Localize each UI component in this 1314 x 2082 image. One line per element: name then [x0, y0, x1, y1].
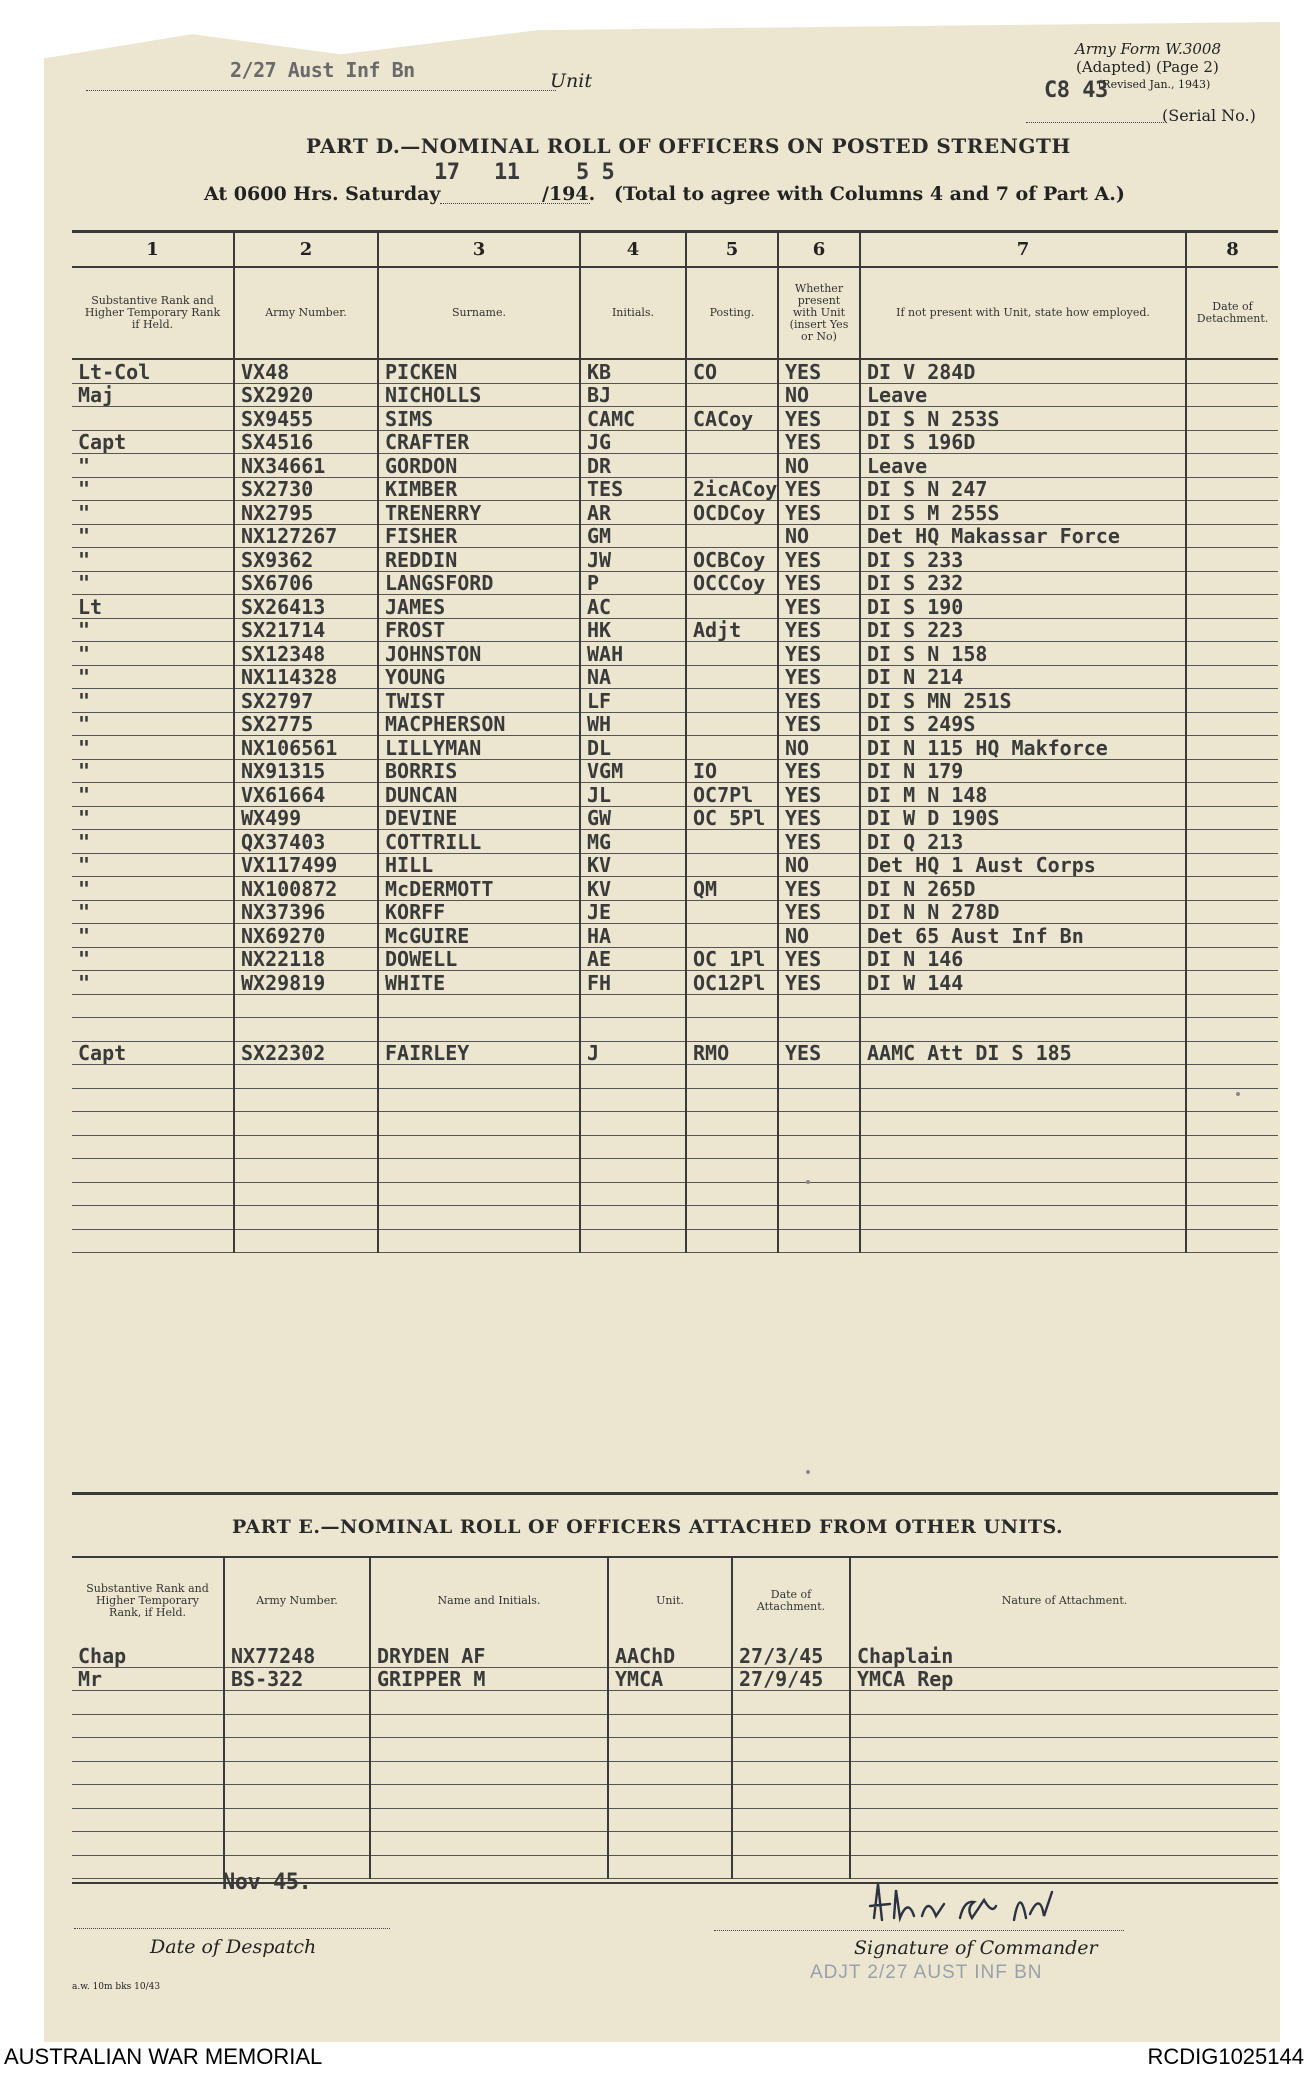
unit-dotted-line	[86, 90, 556, 91]
table-cell: "	[78, 618, 91, 642]
time-prefix: At 0600 Hrs. Saturday	[204, 183, 441, 205]
table-cell: COTTRILL	[385, 829, 482, 854]
table-row	[72, 994, 1278, 1018]
table-cell: DI V 284D	[867, 359, 976, 384]
table-cell: "	[78, 500, 91, 525]
table-cell: DI S 223	[867, 618, 964, 642]
table-cell: GRIPPER M	[377, 1667, 486, 1691]
table-cell: OC 1Pl	[693, 947, 766, 971]
table-cell: NX22118	[241, 947, 326, 971]
table-cell: Maj	[78, 383, 115, 407]
column-number: 6	[778, 232, 860, 267]
table-row	[72, 1832, 1278, 1856]
table-cell: WAH	[587, 641, 624, 666]
table-cell: SX9455	[241, 406, 314, 431]
table-cell: DRYDEN AF	[377, 1643, 486, 1668]
column-header: Posting.	[709, 306, 755, 319]
table-row	[72, 1065, 1278, 1089]
table-cell: "	[78, 735, 91, 760]
table-cell: OCDCoy	[693, 500, 766, 525]
table-row	[72, 1667, 1278, 1691]
table-cell: VX61664	[241, 782, 326, 807]
table-cell: KV	[587, 853, 612, 877]
table-cell: OC12Pl	[693, 970, 766, 995]
table-cell: YES	[785, 641, 822, 666]
table-cell: DL	[587, 735, 612, 760]
table-cell: JOHNSTON	[385, 641, 482, 666]
table-cell: DI W D 190S	[867, 806, 1000, 830]
table-cell: SX2730	[241, 477, 314, 501]
table-cell: Capt	[78, 430, 127, 454]
table-cell: YES	[785, 947, 822, 971]
table-cell: DI W 144	[867, 970, 964, 995]
table-cell: NX34661	[241, 453, 326, 478]
table-cell: AC	[587, 594, 612, 619]
table-cell: DR	[587, 453, 612, 478]
table-cell: HILL	[385, 853, 434, 877]
table-cell: VX48	[241, 359, 290, 384]
table-cell: "	[78, 923, 91, 948]
table-cell: YES	[785, 782, 822, 807]
table-cell: SX6706	[241, 571, 314, 595]
serial-dotted-line	[1026, 122, 1164, 123]
table-cell: FROST	[385, 618, 446, 642]
table-cell: BS-322	[231, 1667, 304, 1691]
table-row	[72, 759, 1278, 783]
table-cell: YES	[785, 477, 822, 501]
column-number: 5	[686, 232, 778, 267]
table-cell: 2icACoy	[693, 477, 778, 501]
table-cell: DI S 190	[867, 594, 964, 619]
table-cell: YES	[785, 1041, 822, 1065]
signature-label: Signature of Commander	[854, 1937, 1098, 1959]
table-cell: "	[78, 853, 91, 877]
date-month: 11	[494, 160, 520, 185]
table-row	[72, 1808, 1278, 1832]
table-cell: DOWELL	[385, 947, 458, 971]
unit-stamp: ADJT 2/27 AUST INF BN	[810, 1962, 1043, 1983]
table-cell: MACPHERSON	[385, 712, 506, 736]
table-cell: "	[78, 806, 91, 830]
table-cell: CACoy	[693, 406, 754, 431]
table-cell: CO	[693, 359, 718, 384]
table-cell: YES	[785, 829, 822, 854]
table-cell: YES	[785, 806, 822, 830]
table-cell: DI N 146	[867, 947, 964, 971]
table-cell: "	[78, 947, 91, 971]
table-cell: IO	[693, 759, 718, 783]
column-header: Name and Initials.	[437, 1594, 541, 1607]
table-row	[72, 407, 1278, 431]
table-cell: DI S MN 251S	[867, 688, 1012, 713]
table-cell: FH	[587, 970, 612, 995]
table-cell: KB	[587, 359, 612, 384]
table-cell: Chap	[78, 1643, 127, 1668]
table-cell: DI N 265D	[867, 876, 976, 901]
table-cell: SX21714	[241, 618, 326, 642]
table-cell: DI S 233	[867, 547, 964, 572]
table-cell: CRAFTER	[385, 430, 470, 454]
table-cell: YES	[785, 759, 822, 783]
table-cell: BORRIS	[385, 759, 458, 783]
table-cell: YES	[785, 876, 822, 901]
table-cell: FAIRLEY	[385, 1041, 470, 1065]
commander-signature	[864, 1878, 1084, 1938]
table-row	[72, 1761, 1278, 1785]
table-cell: NX2795	[241, 500, 314, 525]
table-cell: YES	[785, 430, 822, 454]
table-cell: NX100872	[241, 876, 338, 901]
table-cell: YES	[785, 359, 822, 384]
part-d-table	[72, 232, 1278, 1253]
table-cell: FISHER	[385, 524, 458, 548]
table-cell: KIMBER	[385, 477, 458, 501]
column-number: 3	[378, 232, 580, 267]
table-cell: AAMC Att DI S 185	[867, 1041, 1072, 1065]
table-row	[72, 1229, 1278, 1253]
unit-label: Unit	[550, 70, 592, 92]
table-cell: YES	[785, 712, 822, 736]
table-cell: DUNCAN	[385, 782, 458, 807]
form-adapted: (Adapted) (Page 2)	[1076, 58, 1219, 76]
table-cell: YES	[785, 970, 822, 995]
table-cell: NA	[587, 665, 612, 689]
table-row	[72, 1714, 1278, 1738]
table-cell: MG	[587, 829, 612, 854]
punch-mark	[806, 1180, 810, 1184]
table-cell: DI S N 247	[867, 477, 988, 501]
footer-right: RCDIG1025144	[1147, 2044, 1304, 2069]
table-cell: Leave	[867, 453, 928, 478]
table-cell: SX2920	[241, 383, 314, 407]
year-prefix: /194.	[542, 183, 596, 205]
table-row	[72, 477, 1278, 501]
column-number-row	[72, 232, 1278, 267]
table-row	[72, 1112, 1278, 1136]
table-cell: NO	[785, 383, 810, 407]
table-cell: DI S N 253S	[867, 406, 1000, 431]
punch-mark	[806, 1470, 810, 1474]
column-number: 1	[72, 232, 234, 267]
table-row	[72, 853, 1278, 877]
table-row	[72, 712, 1278, 736]
table-cell: NX127267	[241, 524, 338, 548]
table-cell: LANGSFORD	[385, 571, 494, 595]
table-cell: Lt	[78, 594, 103, 619]
table-cell: DI S M 255S	[867, 500, 1000, 525]
table-cell: NO	[785, 524, 810, 548]
column-header: Initials.	[611, 306, 655, 319]
table-row	[72, 501, 1278, 525]
serial-label: (Serial No.)	[1162, 106, 1256, 125]
table-cell: DEVINE	[385, 806, 458, 830]
table-cell: GORDON	[385, 453, 458, 478]
table-cell: DI N N 278D	[867, 900, 1000, 924]
table-cell: NX91315	[241, 759, 326, 783]
table-row	[72, 548, 1278, 572]
table-cell: KV	[587, 876, 612, 901]
table-cell: SIMS	[385, 406, 434, 431]
table-cell: DI Q 213	[867, 829, 964, 854]
table-cell: VX117499	[241, 853, 338, 877]
table-cell: BJ	[587, 383, 612, 407]
table-cell: YES	[785, 571, 822, 595]
table-cell: NX77248	[231, 1643, 316, 1668]
table-cell: "	[78, 876, 91, 901]
column-header-row	[72, 267, 1278, 359]
table-cell: "	[78, 759, 91, 783]
table-cell: Det 65 Aust Inf Bn	[867, 923, 1084, 948]
table-row	[72, 877, 1278, 901]
table-cell: "	[78, 900, 91, 924]
table-cell: YES	[785, 547, 822, 572]
table-cell: "	[78, 712, 91, 736]
table-row	[72, 1785, 1278, 1809]
table-row	[72, 618, 1278, 642]
column-number: 8	[1186, 232, 1278, 267]
table-row	[72, 900, 1278, 924]
table-row	[72, 1206, 1278, 1230]
date-day: 17	[434, 160, 460, 185]
table-cell: Det HQ 1 Aust Corps	[867, 853, 1096, 877]
table-row	[72, 454, 1278, 478]
table-cell: PICKEN	[385, 359, 458, 384]
table-cell: JE	[587, 900, 612, 924]
table-row	[72, 642, 1278, 666]
table-cell: REDDIN	[385, 547, 458, 572]
total-note: (Total to agree with Columns 4 and 7 of Part A.)	[614, 183, 1125, 205]
table-cell: Det HQ Makassar Force	[867, 524, 1120, 548]
table-cell: DI S N 158	[867, 641, 988, 666]
column-header: Date of Attachment.	[756, 1588, 826, 1613]
table-cell: NX69270	[241, 923, 326, 948]
table-cell: DI N 115 HQ Makforce	[867, 735, 1108, 760]
table-cell: YMCA	[615, 1667, 664, 1691]
table-row	[72, 1644, 1278, 1667]
table-row	[72, 1088, 1278, 1112]
table-cell: NX37396	[241, 900, 326, 924]
table-row	[72, 806, 1278, 830]
table-row	[72, 524, 1278, 548]
form-revised: (Revised Jan., 1943)	[1098, 78, 1211, 91]
table-cell: WH	[587, 712, 612, 736]
column-header: Army Number.	[265, 306, 347, 319]
table-cell: YES	[785, 665, 822, 689]
table-cell: "	[78, 453, 91, 478]
table-cell: "	[78, 688, 91, 713]
table-cell: RMO	[693, 1041, 730, 1065]
table-cell: Mr	[78, 1667, 103, 1691]
column-header: Nature of Attachment.	[1001, 1594, 1128, 1607]
table-cell: "	[78, 547, 91, 572]
table-cell: YES	[785, 594, 822, 619]
table-cell: "	[78, 571, 91, 595]
table-cell: J	[587, 1041, 600, 1065]
column-header: Whether present with Unit (insert Yes or No)	[789, 282, 849, 343]
table-row	[72, 1135, 1278, 1159]
table-cell: NO	[785, 923, 810, 948]
table-cell: LF	[587, 688, 612, 713]
table-cell: McGUIRE	[385, 923, 470, 948]
table-cell: YES	[785, 618, 822, 642]
table-cell: SX4516	[241, 430, 314, 454]
despatch-date: Nov 45.	[222, 1870, 312, 1895]
column-header: Substantive Rank and Higher Temporary Rank, if Held.	[86, 1582, 209, 1619]
table-cell: NO	[785, 735, 810, 760]
form-number: Army Form W.3008	[1075, 40, 1221, 58]
table-cell: OC 5Pl	[693, 806, 766, 830]
table-cell: CAMC	[587, 406, 636, 431]
table-row	[72, 665, 1278, 689]
table-cell: YOUNG	[385, 665, 446, 689]
column-header-row	[72, 1558, 1278, 1644]
punch-mark	[1236, 1092, 1240, 1096]
table-cell: HK	[587, 618, 612, 642]
table-cell: 27/9/45	[739, 1667, 824, 1691]
table-row	[72, 1738, 1278, 1762]
table-row	[72, 1018, 1278, 1042]
table-cell: YMCA Rep	[857, 1667, 954, 1691]
table-cell: P	[587, 571, 600, 595]
table-cell: KORFF	[385, 900, 446, 924]
date-year: 5 5	[576, 160, 615, 185]
table-cell: Lt-Col	[78, 359, 151, 384]
table-cell: GM	[587, 524, 612, 548]
table-cell: Capt	[78, 1041, 127, 1065]
table-cell: VGM	[587, 759, 624, 783]
table-cell: NO	[785, 453, 810, 478]
form-reference: C8 43	[1044, 78, 1108, 103]
table-row	[72, 971, 1278, 995]
table-row	[72, 1159, 1278, 1183]
table-cell: "	[78, 524, 91, 548]
column-header: If not present with Unit, state how employed.	[896, 306, 1150, 319]
table-cell: OC7Pl	[693, 782, 754, 807]
table-cell: DI M N 148	[867, 782, 988, 807]
table-cell: LILLYMAN	[385, 735, 482, 760]
table-row	[72, 783, 1278, 807]
table-cell: AE	[587, 947, 612, 971]
table-cell: "	[78, 477, 91, 501]
table-cell: 27/3/45	[739, 1643, 824, 1668]
table-cell: YES	[785, 500, 822, 525]
table-cell: "	[78, 782, 91, 807]
column-number: 4	[580, 232, 686, 267]
column-header: Substantive Rank and Higher Temporary Rank if Held.	[84, 294, 221, 331]
table-cell: SX26413	[241, 594, 326, 619]
despatch-dotted-line	[74, 1928, 390, 1929]
table-cell: TWIST	[385, 688, 446, 713]
table-cell: Chaplain	[857, 1643, 954, 1668]
table-cell: WX29819	[241, 970, 326, 995]
table-cell: SX2775	[241, 712, 314, 736]
table-cell: JW	[587, 547, 612, 572]
table-cell: "	[78, 970, 91, 995]
table-cell: "	[78, 641, 91, 666]
table-cell: YES	[785, 406, 822, 431]
table-cell: HA	[587, 923, 612, 948]
table-cell: DI N 214	[867, 665, 964, 689]
column-number: 2	[234, 232, 378, 267]
table-cell: WHITE	[385, 970, 446, 995]
table-cell: NO	[785, 853, 810, 877]
table-cell: GW	[587, 806, 612, 830]
column-number: 7	[860, 232, 1186, 267]
table-cell: TRENERRY	[385, 500, 482, 525]
table-cell: SX2797	[241, 688, 314, 713]
table-cell: AAChD	[615, 1643, 676, 1668]
table-row	[72, 689, 1278, 713]
table-cell: AR	[587, 500, 612, 525]
column-header: Army Number.	[256, 1594, 338, 1607]
table-row	[72, 1691, 1278, 1715]
table-row	[72, 1182, 1278, 1206]
table-cell: Adjt	[693, 618, 742, 642]
table-row	[72, 595, 1278, 619]
part-e-title: PART E.—NOMINAL ROLL OF OFFICERS ATTACHED FROM OTHER UNITS.	[232, 1516, 1064, 1538]
table-cell: QX37403	[241, 829, 326, 854]
table-cell: SX12348	[241, 641, 326, 666]
table-cell: YES	[785, 688, 822, 713]
table-row	[72, 430, 1278, 454]
part-d-title: PART D.—NOMINAL ROLL OF OFFICERS ON POSTED STRENGTH	[306, 134, 1071, 158]
table-cell: NX106561	[241, 735, 338, 760]
table-cell: "	[78, 665, 91, 689]
table-cell: SX22302	[241, 1041, 326, 1065]
despatch-label: Date of Despatch	[150, 1936, 317, 1958]
table-cell: WX499	[241, 806, 302, 830]
table-row	[72, 1041, 1278, 1065]
table-row	[72, 359, 1278, 383]
table-row	[72, 571, 1278, 595]
column-header: Surname.	[452, 306, 506, 319]
table-row	[72, 830, 1278, 854]
table-row	[72, 383, 1278, 407]
table-cell: "	[78, 829, 91, 854]
table-cell: OCBCoy	[693, 547, 766, 572]
table-cell: DI N 179	[867, 759, 964, 783]
table-cell: JL	[587, 782, 612, 807]
table-cell: NICHOLLS	[385, 383, 482, 407]
table-cell: McDERMOTT	[385, 876, 494, 901]
table-cell: NX114328	[241, 665, 338, 689]
column-header: Unit.	[656, 1594, 684, 1607]
table-row	[72, 924, 1278, 948]
column-header: Date of Detachment.	[1196, 300, 1269, 325]
table-cell: JAMES	[385, 594, 446, 619]
table-row	[72, 736, 1278, 760]
table-cell: QM	[693, 876, 718, 901]
part-e-top-rule	[72, 1492, 1278, 1495]
table-cell: DI S 249S	[867, 712, 976, 736]
part-e-table	[72, 1558, 1278, 1879]
table-cell: JG	[587, 430, 612, 454]
table-cell: DI S 232	[867, 571, 964, 595]
table-cell: DI S 196D	[867, 430, 976, 454]
table-cell: TES	[587, 477, 624, 501]
table-cell: YES	[785, 900, 822, 924]
table-row	[72, 947, 1278, 971]
table-cell: OCCCoy	[693, 571, 766, 595]
footer-left: AUSTRALIAN WAR MEMORIAL	[4, 2044, 323, 2069]
print-code: a.w. 10m bks 10/43	[72, 1982, 161, 1992]
unit-value: 2/27 Aust Inf Bn	[230, 58, 415, 82]
table-cell: SX9362	[241, 547, 314, 572]
table-cell: Leave	[867, 383, 928, 407]
